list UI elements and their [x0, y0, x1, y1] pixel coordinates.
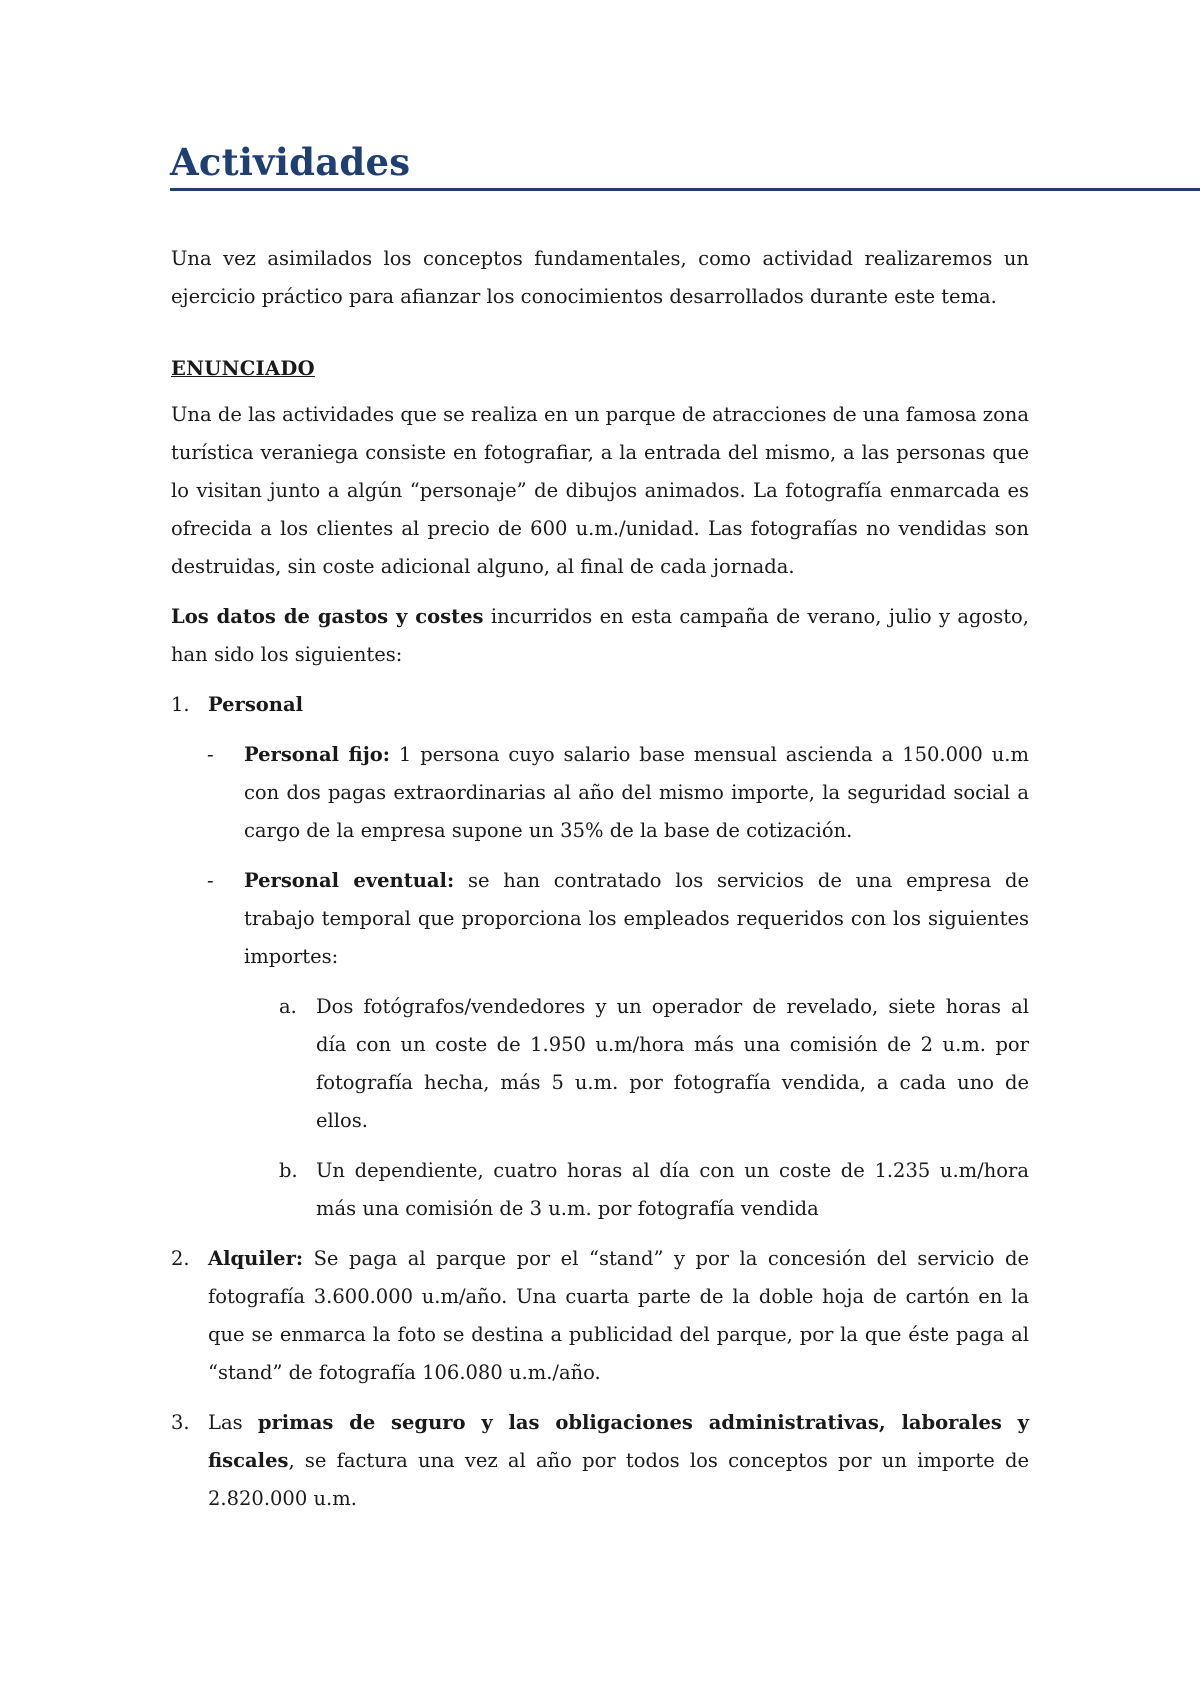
sub-item-marker: a. [279, 995, 297, 1018]
statement-paragraph: Una de las actividades que se realiza en un parque de atracciones de una famosa zona turística veraniega consiste en fotografiar, a la entrada del mismo, a las personas que lo visitan junto a algún “personaje” de dibujos animados. La fotografía enmarcada es ofrecida a los clientes al precio de 600 u.m./unidad. Las fotografías no vendidas son destruidas, sin coste adicional alguno, al final de cada jornada. [171, 403, 1029, 578]
list-item-text: Se paga al parque por el “stand” y por la concesión del servicio de fotografía 3.600.000 u.m/año. Una cuarta parte de la doble hoja de cartón en la que se enmarca la foto se destina a publicidad del parque, por la que éste paga al “stand” de fotografía 106.080 u.m./año. [208, 1247, 1029, 1384]
sub-item-marker: b. [279, 1159, 298, 1182]
sub-item-b [171, 1152, 1029, 1228]
sub-item-text: Un dependiente, cuatro horas al día con un coste de 1.235 u.m/hora más una comisión de 3 u.m. por fotografía vendida [316, 1159, 1029, 1220]
list-item-pre: Las [208, 1411, 258, 1434]
costs-intro-paragraph [171, 598, 1029, 674]
dash-item-temp-staff [171, 862, 1029, 976]
dash-item-text: 1 persona cuyo salario base mensual ascienda a 150.000 u.m con dos pagas extraordinarias al año del mismo importe, la seguridad social a cargo de la empresa supone un 35% de la base de cotización. [244, 743, 1029, 842]
page-title: Actividades [170, 140, 411, 184]
dash-item-text: se han contratado los servicios de una empresa de trabajo temporal que proporciona los empleados requeridos con los siguientes importes: [244, 869, 1030, 968]
dash-marker: - [207, 869, 214, 892]
list-item-label: Alquiler: [208, 1247, 304, 1270]
list-item-personal [171, 686, 1029, 724]
list-item-insurance [171, 1404, 1029, 1518]
title-block [170, 140, 1200, 191]
intro-paragraph: Una vez asimilados los conceptos fundamentales, como actividad realizaremos un ejercicio práctico para afianzar los conocimientos desarrollados durante este tema. [171, 247, 1029, 308]
costs-intro-bold: Los datos de gastos y costes [171, 605, 484, 628]
list-item-label: Personal [208, 693, 304, 716]
costs-intro-text: incurridos en esta campaña de verano, julio y agosto, han sido los siguientes: [171, 605, 1029, 666]
list-marker: 3. [171, 1411, 190, 1434]
dash-item-label: Personal eventual: [244, 869, 455, 892]
dash-item-fixed-staff [171, 736, 1029, 850]
sub-item-text: Dos fotógrafos/vendedores y un operador de revelado, siete horas al día con un coste de 1.950 u.m/hora más una comisión de 2 u.m. por fotografía hecha, más 5 u.m. por fotografía vendida, a cada uno de ellos. [316, 995, 1029, 1132]
title-underline-rule [170, 188, 1200, 191]
dash-marker: - [207, 743, 214, 766]
list-marker: 1. [171, 693, 190, 716]
list-marker: 2. [171, 1247, 190, 1270]
sub-item-a [171, 988, 1029, 1140]
list-item-label: primas de seguro y las obligaciones administrativas, laborales y fiscales [208, 1411, 1029, 1472]
dash-item-label: Personal fijo: [244, 743, 390, 766]
list-item-rent [171, 1240, 1029, 1392]
document-body [171, 240, 1029, 1530]
list-item-text: , se factura una vez al año por todos los conceptos por un importe de 2.820.000 u.m. [208, 1449, 1029, 1510]
section-heading: ENUNCIADO [171, 357, 315, 380]
